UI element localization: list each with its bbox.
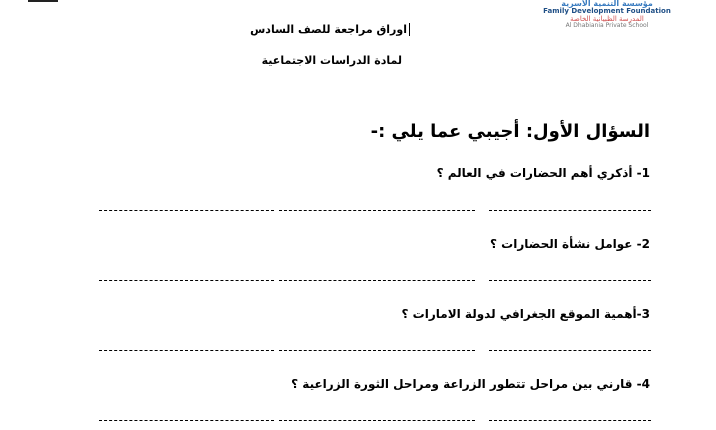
answer-dash-segment [99, 210, 274, 211]
question-2: 2- عوامل نشأة الحضارات ؟ [490, 237, 650, 251]
logo-arabic-foundation: مؤسسة التنمية الأسرية [561, 0, 653, 8]
answer-line-1[interactable] [99, 206, 651, 216]
worksheet-title: اوراق مراجعة للصف السادس [250, 23, 410, 36]
answer-dash-segment [99, 350, 274, 351]
answer-dash-segment [489, 350, 651, 351]
answer-dash-segment [489, 210, 651, 211]
answer-line-2[interactable] [99, 276, 651, 286]
school-logo [542, 0, 672, 29]
question-4: 4- قارني بين مراحل تتطور الزراعة ومراحل الثورة الزراعية ؟ [291, 377, 650, 391]
worksheet-subject: لمادة الدراسات الاجتماعية [261, 54, 402, 67]
answer-dash-segment [99, 280, 274, 281]
logo-english-foundation: Family Development Foundation [543, 7, 671, 16]
logo-english-school: Al Dhabiania Private School [565, 22, 649, 30]
answer-dash-segment [99, 420, 274, 421]
question-3: 3-أهمية الموقع الجغرافي لدولة الامارات ؟ [401, 307, 650, 321]
logo-arabic-school: المدرسة الظبيانية الخاصة [570, 14, 644, 23]
section-heading: السؤال الأول: أجيبي عما يلي :- [370, 121, 650, 142]
answer-dash-segment [489, 280, 651, 281]
top-left-rule [28, 0, 58, 2]
answer-dash-segment [489, 420, 651, 421]
answer-dash-segment [279, 420, 475, 421]
answer-dash-segment [279, 350, 475, 351]
question-1: 1- أذكري أهم الحضارات في العالم ؟ [436, 166, 650, 180]
answer-dash-segment [279, 210, 475, 211]
answer-dash-segment [279, 280, 475, 281]
answer-line-4[interactable] [99, 416, 651, 426]
answer-line-3[interactable] [99, 346, 651, 356]
